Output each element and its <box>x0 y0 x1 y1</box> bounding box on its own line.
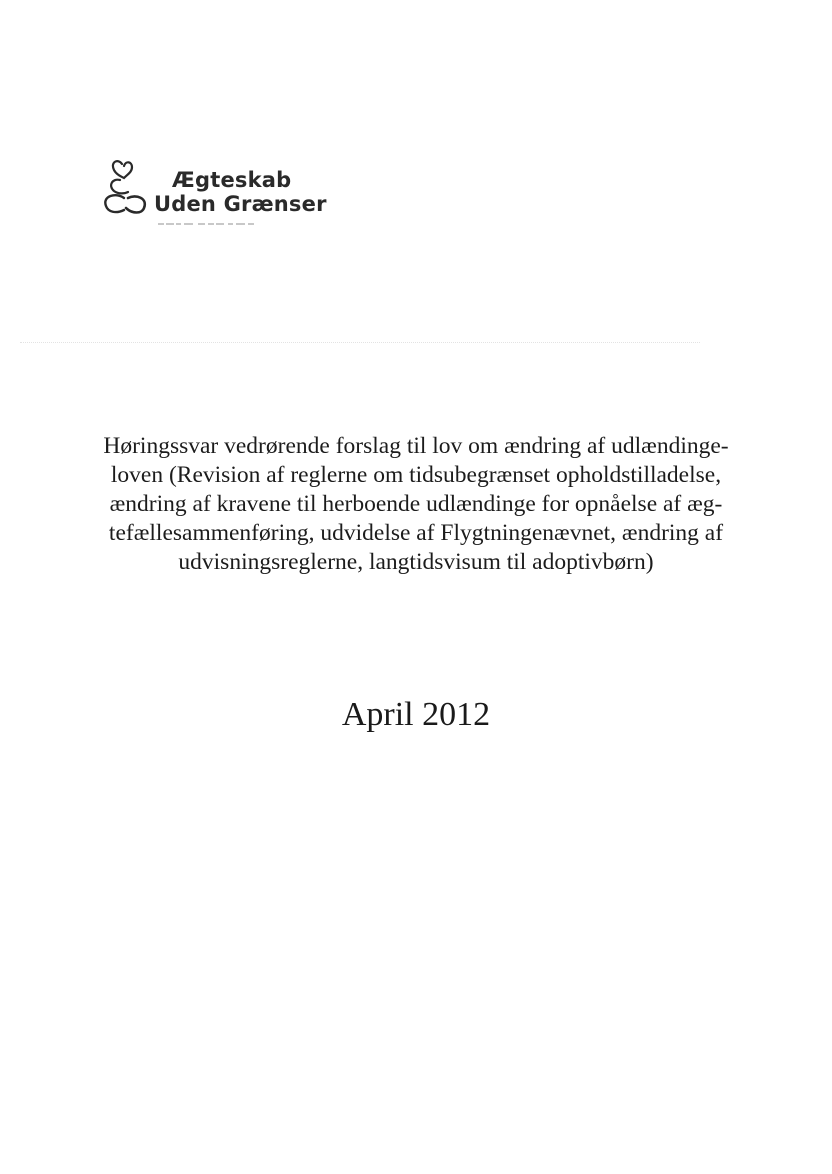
title-line: udvisningsreglerne, langtidsvisum til adoptivbørn) <box>178 549 654 575</box>
document-title <box>60 432 772 577</box>
logo-tagline-faded <box>156 220 296 228</box>
logo-wordmark <box>154 168 327 216</box>
title-line: tefællesammenføring, udvidelse af Flygtningenævnet, ændring af <box>108 520 724 546</box>
title-line: Høringssvar vedrørende forslag til lov om ændring af udlændinge- <box>103 433 729 459</box>
logo-line-2: Uden Grænser <box>154 192 327 216</box>
title-line: loven (Revision af reglerne om tidsubegrænset opholdstilladelse, <box>110 462 722 488</box>
document-date: April 2012 <box>341 696 491 733</box>
logo-line-1: Ægteskab <box>172 168 292 192</box>
scan-artifact-line <box>20 342 700 344</box>
organization-logo <box>98 158 358 238</box>
heart-logo-icon <box>98 158 154 222</box>
title-line: ændring af kravene til herboende udlændinge for opnåelse af æg- <box>109 491 723 517</box>
